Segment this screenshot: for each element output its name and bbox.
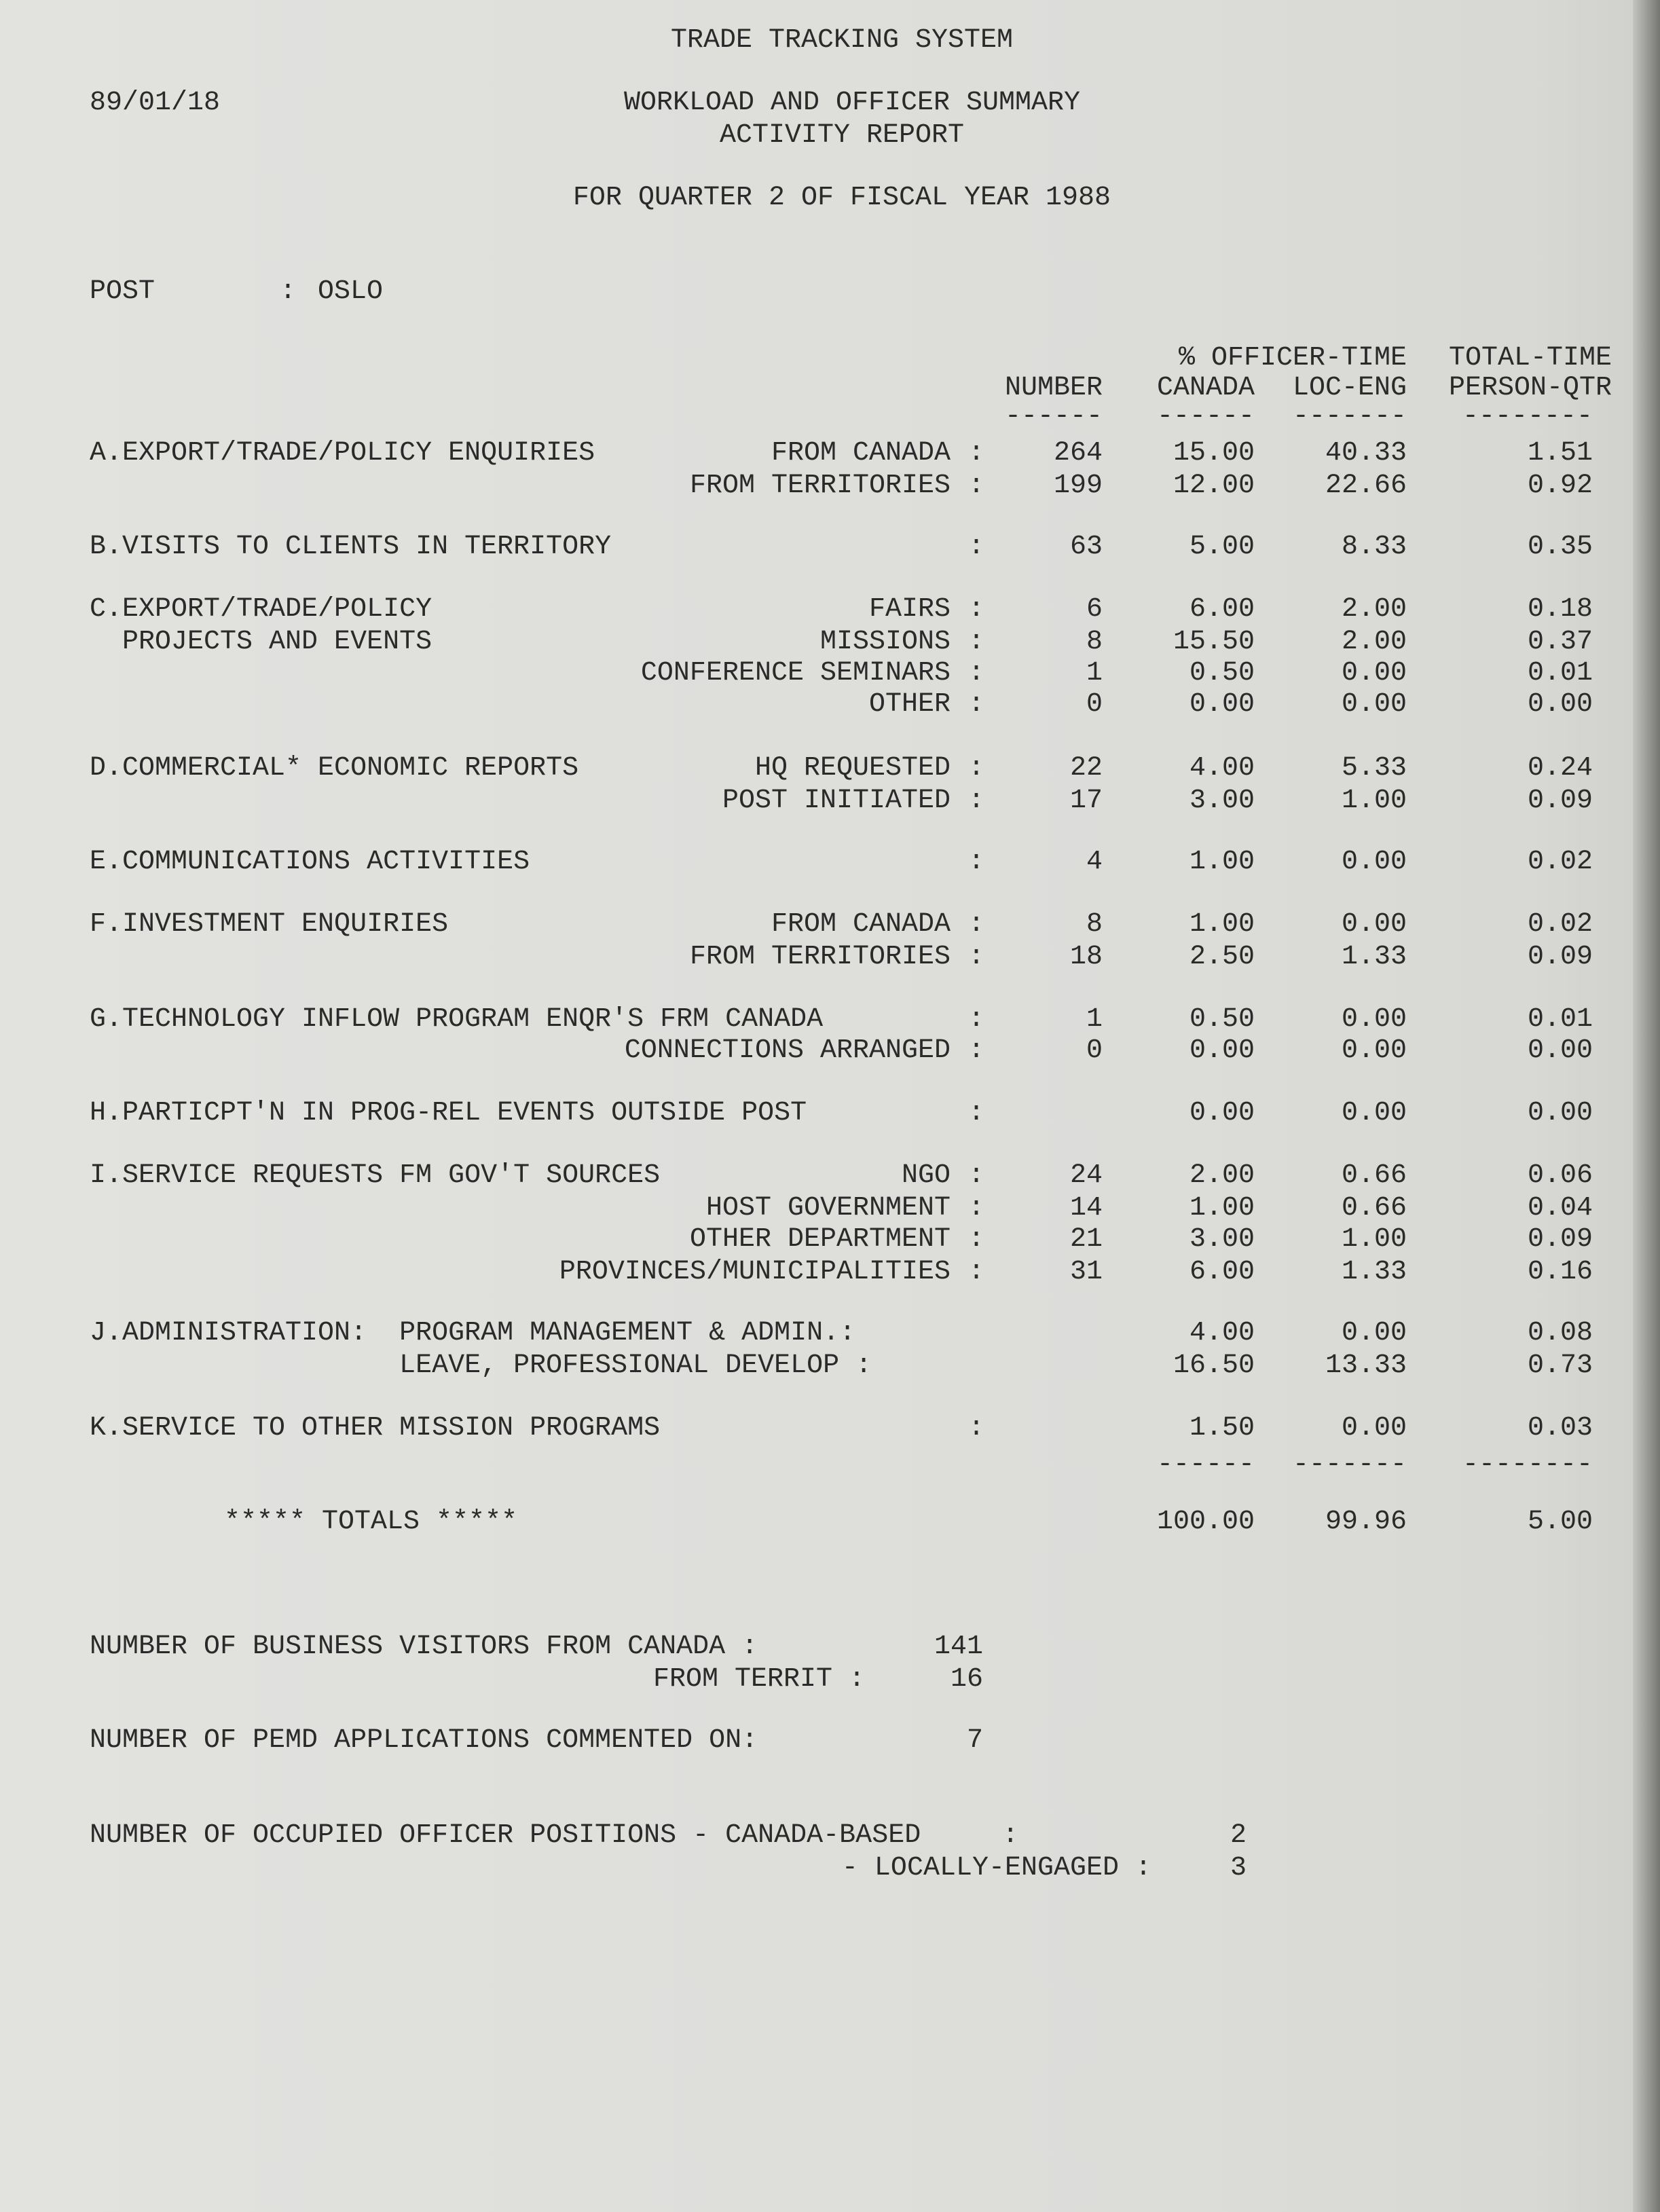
row-person-qtr: 0.24: [1527, 753, 1593, 784]
row-number: 264: [1053, 438, 1103, 468]
row-colon: :: [968, 1098, 985, 1128]
row-canada: 2.50: [1189, 942, 1255, 972]
row-person-qtr: 0.18: [1527, 594, 1593, 625]
row-number: 63: [1069, 532, 1103, 562]
row-colon: :: [968, 532, 985, 562]
row-canada: 3.00: [1189, 786, 1255, 816]
row-number: 21: [1069, 1224, 1103, 1255]
row-person-qtr: 0.09: [1527, 1224, 1593, 1255]
row-sublabel: PROVINCES/MUNICIPALITIES: [559, 1257, 951, 1287]
page-edge-shadow: [1633, 0, 1660, 2212]
totals-loc-eng: 99.96: [1325, 1507, 1407, 1537]
col-header-canada: CANADA: [1156, 373, 1255, 403]
post-separator: :: [280, 276, 297, 307]
row-colon: :: [968, 1193, 985, 1223]
row-canada: 6.00: [1189, 594, 1255, 625]
row-canada: 0.00: [1189, 1035, 1255, 1066]
row-loc-eng: 0.00: [1341, 1004, 1407, 1035]
row-label: I.SERVICE REQUESTS FM GOV'T SOURCES: [90, 1160, 661, 1191]
col-underline-canada: ------: [1156, 401, 1255, 432]
row-colon: :: [968, 658, 985, 688]
row-colon: :: [968, 627, 985, 657]
row-canada: 15.50: [1173, 627, 1255, 657]
row-loc-eng: 0.00: [1341, 1098, 1407, 1128]
row-canada: 0.00: [1189, 1098, 1255, 1128]
row-person-qtr: 1.51: [1527, 438, 1593, 468]
row-person-qtr: 0.16: [1527, 1257, 1593, 1287]
row-sublabel: FAIRS: [868, 594, 951, 625]
row-number: 4: [1086, 847, 1103, 877]
row-loc-eng: 1.33: [1341, 942, 1407, 972]
row-loc-eng: 2.00: [1341, 594, 1407, 625]
row-person-qtr: 0.73: [1527, 1350, 1593, 1381]
row-canada: 4.00: [1189, 753, 1255, 784]
row-colon: :: [968, 942, 985, 972]
row-sublabel: HOST GOVERNMENT: [705, 1193, 951, 1223]
row-number: 31: [1069, 1257, 1103, 1287]
row-sublabel: HQ REQUESTED: [754, 753, 951, 784]
col-underline-number: ------: [1004, 401, 1103, 432]
positions-local-value: 3: [1230, 1853, 1247, 1883]
visitors-territ-label: FROM TERRIT :: [652, 1664, 865, 1695]
row-person-qtr: 0.02: [1527, 847, 1593, 877]
row-canada: 2.00: [1189, 1160, 1255, 1191]
row-colon: :: [968, 753, 985, 784]
row-canada: 1.00: [1189, 1193, 1255, 1223]
post-value: OSLO: [318, 276, 384, 307]
row-sublabel: FROM TERRITORIES: [689, 471, 951, 501]
row-loc-eng: 22.66: [1325, 471, 1407, 501]
row-loc-eng: 2.00: [1341, 627, 1407, 657]
row-canada: 12.00: [1173, 471, 1255, 501]
row-sublabel: CONFERENCE SEMINARS: [640, 658, 951, 688]
row-label: D.COMMERCIAL* ECONOMIC REPORTS: [90, 753, 579, 784]
row-person-qtr: 0.03: [1527, 1413, 1593, 1443]
row-person-qtr: 0.00: [1527, 1098, 1593, 1128]
col-header-person-qtr: PERSON-QTR: [1448, 373, 1612, 403]
row-canada: 1.00: [1189, 909, 1255, 940]
row-number: 1: [1086, 1004, 1103, 1035]
positions-label: NUMBER OF OCCUPIED OFFICER POSITIONS - CANADA-BASED :: [90, 1820, 1019, 1851]
row-colon: :: [968, 786, 985, 816]
row-number: 6: [1086, 594, 1103, 625]
totals-label: ***** TOTALS *****: [224, 1507, 518, 1537]
positions-local-label: - LOCALLY-ENGAGED :: [841, 1853, 1151, 1883]
row-label: G.TECHNOLOGY INFLOW PROGRAM ENQR'S FRM CANADA: [90, 1004, 824, 1035]
row-loc-eng: 13.33: [1325, 1350, 1407, 1381]
row-person-qtr: 0.04: [1527, 1193, 1593, 1223]
row-label: J.ADMINISTRATION: PROGRAM MANAGEMENT & ADMIN.:: [90, 1318, 856, 1348]
row-loc-eng: 0.00: [1341, 1413, 1407, 1443]
row-canada: 3.00: [1189, 1224, 1255, 1255]
row-sublabel: FROM CANADA: [771, 909, 951, 940]
row-canada: 15.00: [1173, 438, 1255, 468]
visitors-label: NUMBER OF BUSINESS VISITORS FROM CANADA :: [90, 1632, 758, 1662]
row-colon: :: [968, 1224, 985, 1255]
row-sublabel: POST INITIATED: [722, 786, 951, 816]
report-subtitle: ACTIVITY REPORT: [719, 120, 965, 151]
row-sublabel: MISSIONS: [819, 627, 951, 657]
row-loc-eng: 0.00: [1341, 658, 1407, 688]
row-label: PROJECTS AND EVENTS: [90, 627, 432, 657]
row-person-qtr: 0.06: [1527, 1160, 1593, 1191]
row-number: 1: [1086, 658, 1103, 688]
row-canada: 0.00: [1189, 689, 1255, 720]
row-sublabel: NGO: [901, 1160, 951, 1191]
report-period: FOR QUARTER 2 OF FISCAL YEAR 1988: [572, 183, 1111, 213]
row-sublabel: OTHER DEPARTMENT: [689, 1224, 951, 1255]
report-date: 89/01/18: [90, 88, 221, 118]
row-number: 22: [1069, 753, 1103, 784]
row-person-qtr: 0.09: [1527, 786, 1593, 816]
row-label: C.EXPORT/TRADE/POLICY: [90, 594, 432, 625]
row-loc-eng: 0.66: [1341, 1160, 1407, 1191]
row-loc-eng: 1.33: [1341, 1257, 1407, 1287]
row-loc-eng: 40.33: [1325, 438, 1407, 468]
col-underline-person-qtr: --------: [1462, 401, 1593, 432]
total-time-header: TOTAL-TIME: [1448, 343, 1612, 373]
row-canada: 4.00: [1189, 1318, 1255, 1348]
totals-person-qtr: 5.00: [1527, 1507, 1593, 1537]
row-sublabel: FROM TERRITORIES: [689, 942, 951, 972]
row-sublabel: CONNECTIONS ARRANGED: [624, 1035, 951, 1066]
row-person-qtr: 0.09: [1527, 942, 1593, 972]
row-colon: :: [968, 1257, 985, 1287]
visitors-territ-value: 16: [950, 1664, 983, 1695]
row-loc-eng: 0.00: [1341, 1035, 1407, 1066]
row-loc-eng: 1.00: [1341, 786, 1407, 816]
row-loc-eng: 0.00: [1341, 847, 1407, 877]
row-number: 24: [1069, 1160, 1103, 1191]
row-colon: :: [968, 1035, 985, 1066]
row-canada: 5.00: [1189, 532, 1255, 562]
row-colon: :: [968, 471, 985, 501]
row-canada: 16.50: [1173, 1350, 1255, 1381]
row-canada: 1.50: [1189, 1413, 1255, 1443]
row-colon: :: [968, 847, 985, 877]
totals-underline-loc-eng: -------: [1292, 1450, 1407, 1480]
row-loc-eng: 0.00: [1341, 909, 1407, 940]
row-number: 14: [1069, 1193, 1103, 1223]
totals-canada: 100.00: [1156, 1507, 1255, 1537]
row-canada: 0.50: [1189, 1004, 1255, 1035]
row-sublabel: FROM CANADA: [771, 438, 951, 468]
row-colon: :: [968, 1004, 985, 1035]
row-loc-eng: 0.00: [1341, 1318, 1407, 1348]
row-label: H.PARTICPT'N IN PROG-REL EVENTS OUTSIDE POST: [90, 1098, 807, 1128]
row-loc-eng: 1.00: [1341, 1224, 1407, 1255]
row-colon: :: [968, 1413, 985, 1443]
row-person-qtr: 0.37: [1527, 627, 1593, 657]
visitors-canada-value: 141: [934, 1632, 983, 1662]
row-label: K.SERVICE TO OTHER MISSION PROGRAMS: [90, 1413, 661, 1443]
row-colon: :: [968, 1160, 985, 1191]
totals-underline-canada: ------: [1156, 1450, 1255, 1480]
row-label: B.VISITS TO CLIENTS IN TERRITORY: [90, 532, 612, 562]
row-label: E.COMMUNICATIONS ACTIVITIES: [90, 847, 530, 877]
row-person-qtr: 0.01: [1527, 1004, 1593, 1035]
row-label: A.EXPORT/TRADE/POLICY ENQUIRIES: [90, 438, 595, 468]
row-number: 17: [1069, 786, 1103, 816]
row-loc-eng: 0.66: [1341, 1193, 1407, 1223]
row-number: 18: [1069, 942, 1103, 972]
row-loc-eng: 5.33: [1341, 753, 1407, 784]
pemd-label: NUMBER OF PEMD APPLICATIONS COMMENTED ON:: [90, 1725, 758, 1756]
row-sublabel: OTHER: [868, 689, 951, 720]
row-colon: :: [968, 594, 985, 625]
row-number: 8: [1086, 909, 1103, 940]
officer-time-header: % OFFICER-TIME: [1178, 343, 1407, 373]
row-number: 8: [1086, 627, 1103, 657]
row-label: LEAVE, PROFESSIONAL DEVELOP :: [90, 1350, 872, 1381]
row-canada: 1.00: [1189, 847, 1255, 877]
row-person-qtr: 0.35: [1527, 532, 1593, 562]
col-header-number: NUMBER: [1004, 373, 1103, 403]
row-person-qtr: 0.00: [1527, 689, 1593, 720]
row-loc-eng: 0.00: [1341, 689, 1407, 720]
row-number: 0: [1086, 689, 1103, 720]
pemd-value: 7: [966, 1725, 983, 1756]
row-canada: 6.00: [1189, 1257, 1255, 1287]
row-number: 0: [1086, 1035, 1103, 1066]
row-label: F.INVESTMENT ENQUIRIES: [90, 909, 449, 940]
totals-underline-person-qtr: --------: [1462, 1450, 1593, 1480]
row-person-qtr: 0.01: [1527, 658, 1593, 688]
row-colon: :: [968, 438, 985, 468]
positions-canada-value: 2: [1230, 1820, 1247, 1851]
row-person-qtr: 0.02: [1527, 909, 1593, 940]
row-loc-eng: 8.33: [1341, 532, 1407, 562]
post-label: POST: [90, 276, 155, 307]
col-header-loc-eng: LOC-ENG: [1292, 373, 1407, 403]
report-title: WORKLOAD AND OFFICER SUMMARY: [623, 88, 1081, 118]
system-title: TRADE TRACKING SYSTEM: [670, 25, 1014, 56]
row-person-qtr: 0.92: [1527, 471, 1593, 501]
row-number: 199: [1053, 471, 1103, 501]
row-colon: :: [968, 689, 985, 720]
row-person-qtr: 0.08: [1527, 1318, 1593, 1348]
col-underline-loc-eng: -------: [1292, 401, 1407, 432]
row-canada: 0.50: [1189, 658, 1255, 688]
row-person-qtr: 0.00: [1527, 1035, 1593, 1066]
row-colon: :: [968, 909, 985, 940]
